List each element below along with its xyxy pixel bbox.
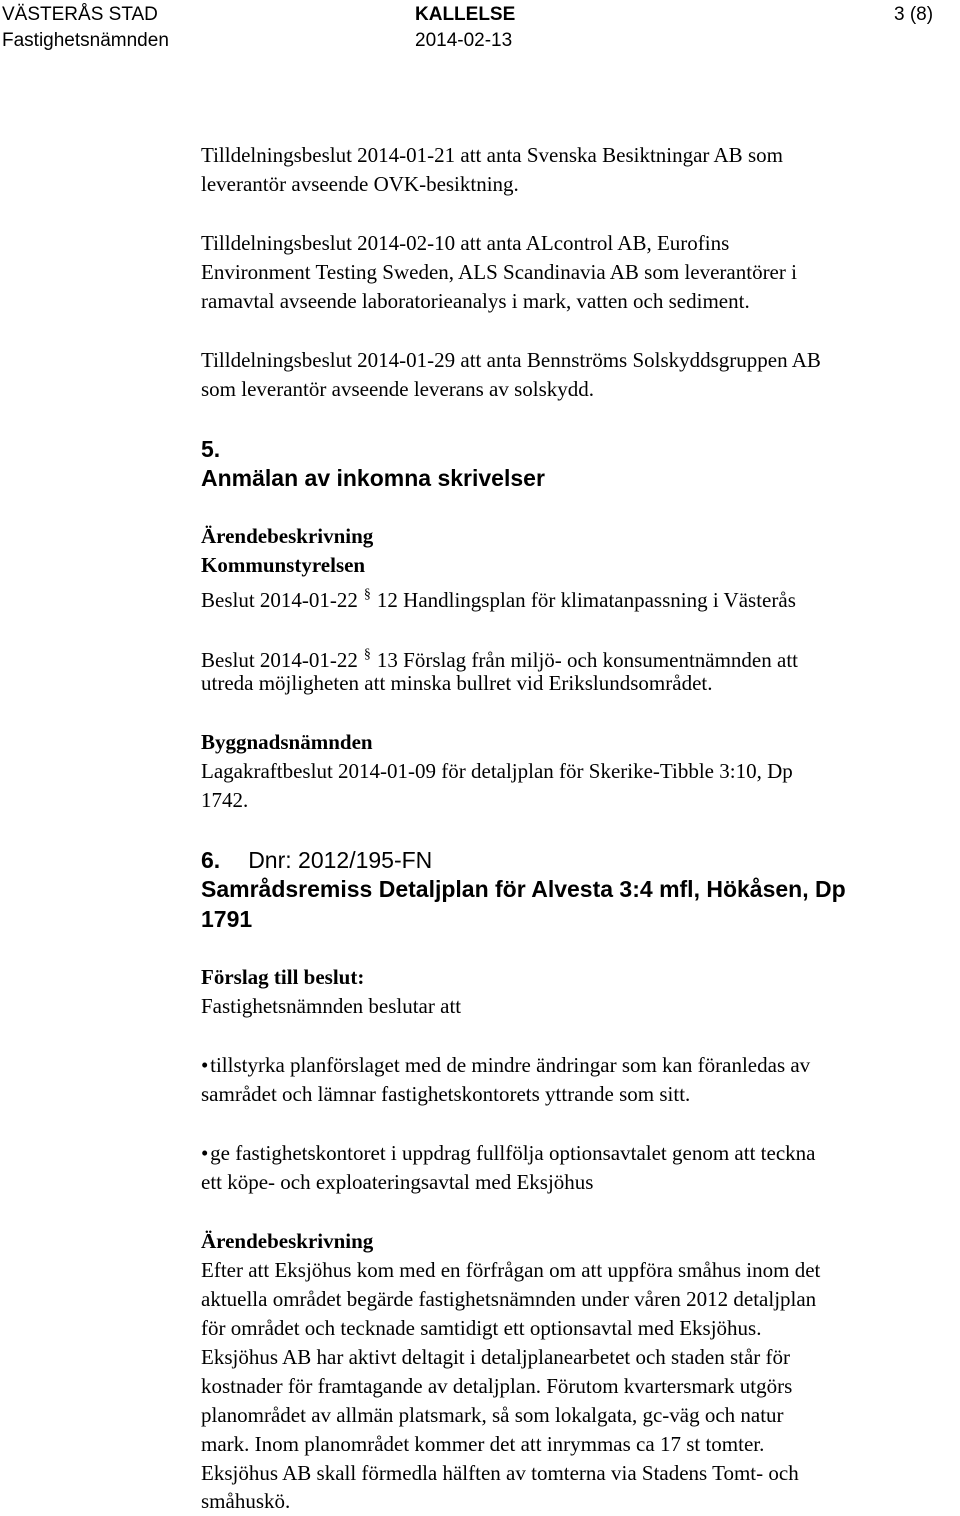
text-line: för området och tecknade samtidigt ett optionsavtal med Eksjöhus. xyxy=(201,1316,762,1340)
text-line: Eksjöhus AB skall förmedla hälften av tomterna via Stadens Tomt- och xyxy=(201,1461,799,1485)
section-title: Anmälan av inkomna skrivelser xyxy=(201,465,545,491)
decision-date: Beslut 2014-01-22 xyxy=(201,588,358,612)
bullet-icon: • xyxy=(201,1141,209,1165)
header-doc-type: KALLELSE xyxy=(415,4,516,25)
header-date: 2014-02-13 xyxy=(415,30,513,51)
org-heading: Kommunstyrelsen xyxy=(201,553,366,577)
decision-text: 13 Förslag från miljö- och konsumentnämnden att xyxy=(376,648,798,672)
decision-text: 12 Handlingsplan för klimatanpassning i Västerås xyxy=(376,588,796,612)
text-line: aktuella området begärde fastighetsnämnden under våren 2012 detaljplan xyxy=(201,1287,817,1311)
paragraph-marker: § xyxy=(363,587,371,602)
header-dept: Fastighetsnämnden xyxy=(2,30,169,51)
section-title: 1791 xyxy=(201,906,253,932)
section-heading-line xyxy=(201,845,432,875)
text-line: ramavtal avseende laboratorieanalys i mark, vatten och sediment. xyxy=(201,289,750,313)
paragraph-marker: § xyxy=(363,647,371,662)
text-line: mark. Inom planområdet kommer det att inrymmas ca 17 st tomter. xyxy=(201,1432,765,1456)
text-line: leverantör avseende OVK-besiktning. xyxy=(201,172,519,196)
text-line: planområdet av allmän platsmark, så som lokalgata, gc-väg och natur xyxy=(201,1403,784,1427)
text-line: 1742. xyxy=(201,788,249,812)
header-org: VÄSTERÅS STAD xyxy=(2,4,158,25)
text-line: Efter att Eksjöhus kom med en förfrågan om att uppföra småhus inom det xyxy=(201,1258,821,1282)
text-line: som leverantör avseende leverans av solskydd. xyxy=(201,377,595,401)
bullet-line: • ge fastighetskontoret i uppdrag fullfölja optionsavtalet genom att teckna xyxy=(201,1141,816,1165)
header-page-number: 3 (8) xyxy=(894,4,934,25)
text-line: Eksjöhus AB har aktivt deltagit i detaljplanearbetet och staden står för xyxy=(201,1345,790,1369)
text-line: småhuskö. xyxy=(201,1489,291,1513)
proposal-heading: Förslag till beslut: xyxy=(201,965,365,989)
text-line: Tilldelningsbeslut 2014-02-10 att anta ALcontrol AB, Eurofins xyxy=(201,231,730,255)
decision-date: Beslut 2014-01-22 xyxy=(201,648,358,672)
text-line: Tilldelningsbeslut 2014-01-29 att anta Bennströms Solskyddsgruppen AB xyxy=(201,348,821,372)
section-title: Samrådsremiss Detaljplan för Alvesta 3:4 mfl, Hökåsen, Dp xyxy=(201,876,846,902)
text-line: utreda möjligheten att minska bullret vid Erikslundsområdet. xyxy=(201,671,713,695)
bullet-line: • tillstyrka planförslaget med de mindre ändringar som kan föranledas av xyxy=(201,1053,811,1077)
dnr-reference: Dnr: 2012/195-FN xyxy=(248,847,433,873)
subheading: Ärendebeskrivning xyxy=(201,524,374,548)
text-line: samrådet och lämnar fastighetskontorets yttrande som sitt. xyxy=(201,1082,691,1106)
text-line: kostnader för framtagande av detaljplan. Förutom kvartersmark utgörs xyxy=(201,1374,793,1398)
proposal-intro: Fastighetsnämnden beslutar att xyxy=(201,994,462,1018)
section-number: 6. xyxy=(201,847,221,873)
bullet-icon: • xyxy=(201,1053,209,1077)
decision-item xyxy=(201,580,796,615)
subheading: Ärendebeskrivning xyxy=(201,1229,374,1253)
text-line: Lagakraftbeslut 2014-01-09 för detaljplan för Skerike-Tibble 3:10, Dp xyxy=(201,759,793,783)
org-heading: Byggnadsnämnden xyxy=(201,730,373,754)
text-line: Environment Testing Sweden, ALS Scandinavia AB som leverantörer i xyxy=(201,260,797,284)
section-number: 5. xyxy=(201,436,221,462)
text-line: Tilldelningsbeslut 2014-01-21 att anta Svenska Besiktningar AB som xyxy=(201,143,783,167)
text-line: ett köpe- och exploateringsavtal med Eksjöhus xyxy=(201,1170,594,1194)
